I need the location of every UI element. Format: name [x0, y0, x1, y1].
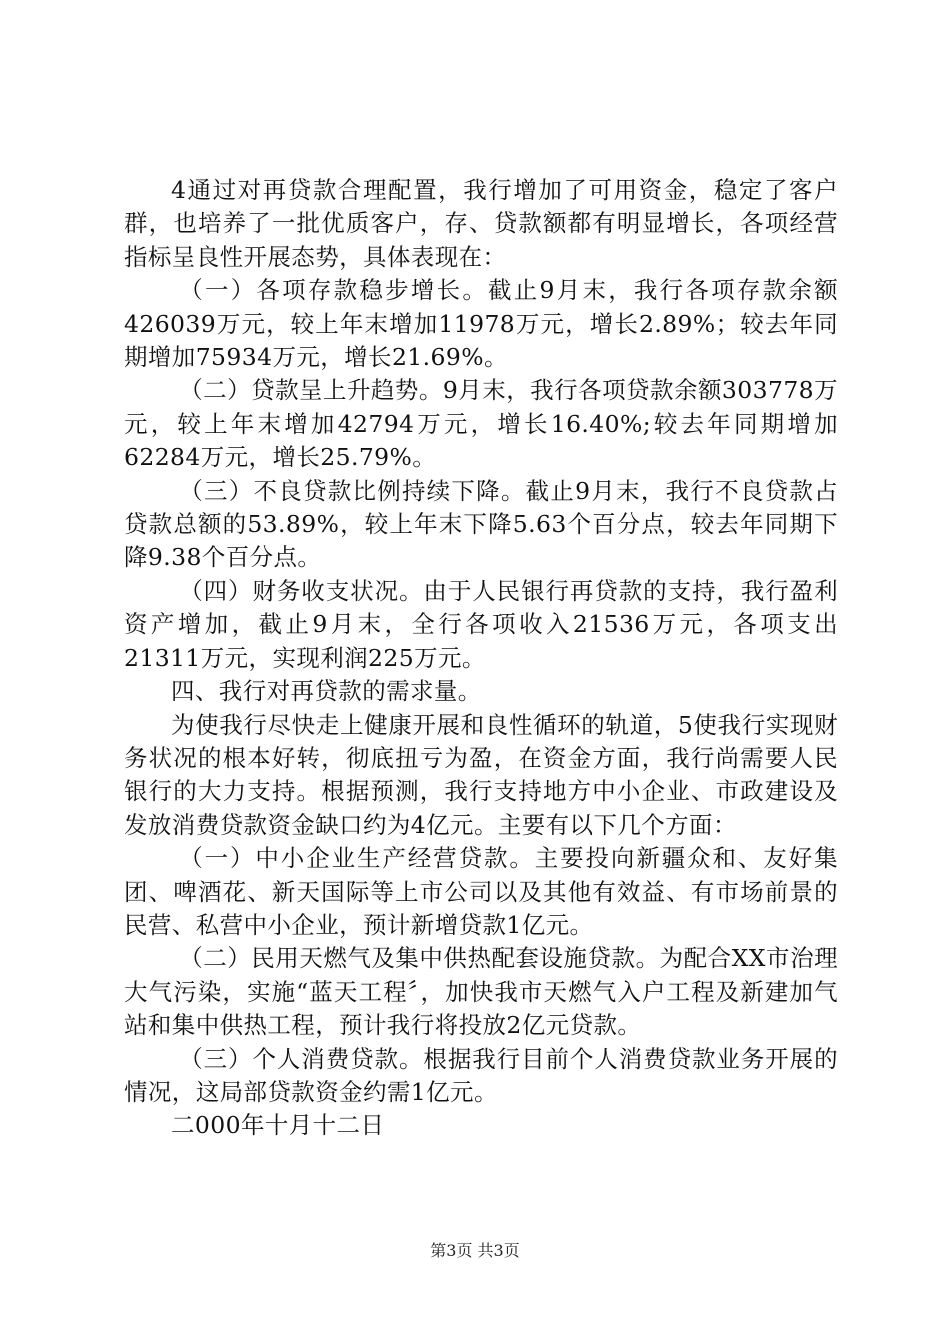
- paragraph-nonperforming-loans: （三）不良贷款比例持续下降。截止9月末，我行不良贷款占贷款总额的53.89%，较上年末下降5.63个百分点，较去年同期下降9.38个百分点。: [124, 476, 838, 572]
- page-number: 第3页 共3页: [430, 1241, 520, 1260]
- paragraph-demand-overview: 为使我行尽快走上健康开展和良性循环的轨道，5使我行实现财务状况的根本好转，彻底扭亏为盈，在资金方面，我行尚需要人民银行的大力支持。根据预测，我行支持地方中小企业、市政建设及发放消费贷款资金缺口约为4亿元。主要有以下几个方面：: [124, 710, 838, 839]
- document-body: [124, 174, 838, 1143]
- section-heading-demand: 四、我行对再贷款的需求量。: [171, 677, 482, 706]
- paragraph-gas-heating-loans: （二）民用天燃气及集中供热配套设施贷款。为配合XX市治理大气污染，实施“蓝天工程〞，加快我市天燃气入户工程及新建加气站和集中供热工程，预计我行将投放2亿元贷款。: [124, 944, 838, 1040]
- paragraph-consumer-loans: （三）个人消费贷款。根据我行目前个人消费贷款业务开展的情况，这局部贷款资金约需1亿元。: [124, 1044, 838, 1106]
- paragraph-intro: 4通过对再贷款合理配置，我行增加了可用资金，稳定了客户群，也培养了一批优质客户，存、贷款额都有明显增长，各项经营指标呈良性开展态势，具体表现在：: [124, 176, 838, 271]
- paragraph-finance: （四）财务收支状况。由于人民银行再贷款的支持，我行盈利资产增加，截止9月末，全行各项收入21536万元，各项支出21311万元，实现利润225万元。: [124, 576, 838, 672]
- page-footer: [0, 1241, 950, 1261]
- paragraph-deposits: （一）各项存款稳步增长。截止9月末，我行各项存款余额426039万元，较上年末增加11978万元，增长2.89%；较去年同期增加75934万元，增长21.69%。: [124, 276, 838, 372]
- paragraph-sme-loans: （一）中小企业生产经营贷款。主要投向新疆众和、友好集团、啤酒花、新天国际等上市公司以及其他有效益、有市场前景的民营、私营中小企业，预计新增贷款1亿元。: [124, 844, 838, 939]
- paragraph-loans: （二）贷款呈上升趋势。9月末，我行各项贷款余额303778万元，较上年末增加42794万元，增长16.40%;较去年同期增加62284万元，增长25.79%。: [124, 376, 838, 472]
- document-date: 二000年十月十二日: [171, 1111, 385, 1140]
